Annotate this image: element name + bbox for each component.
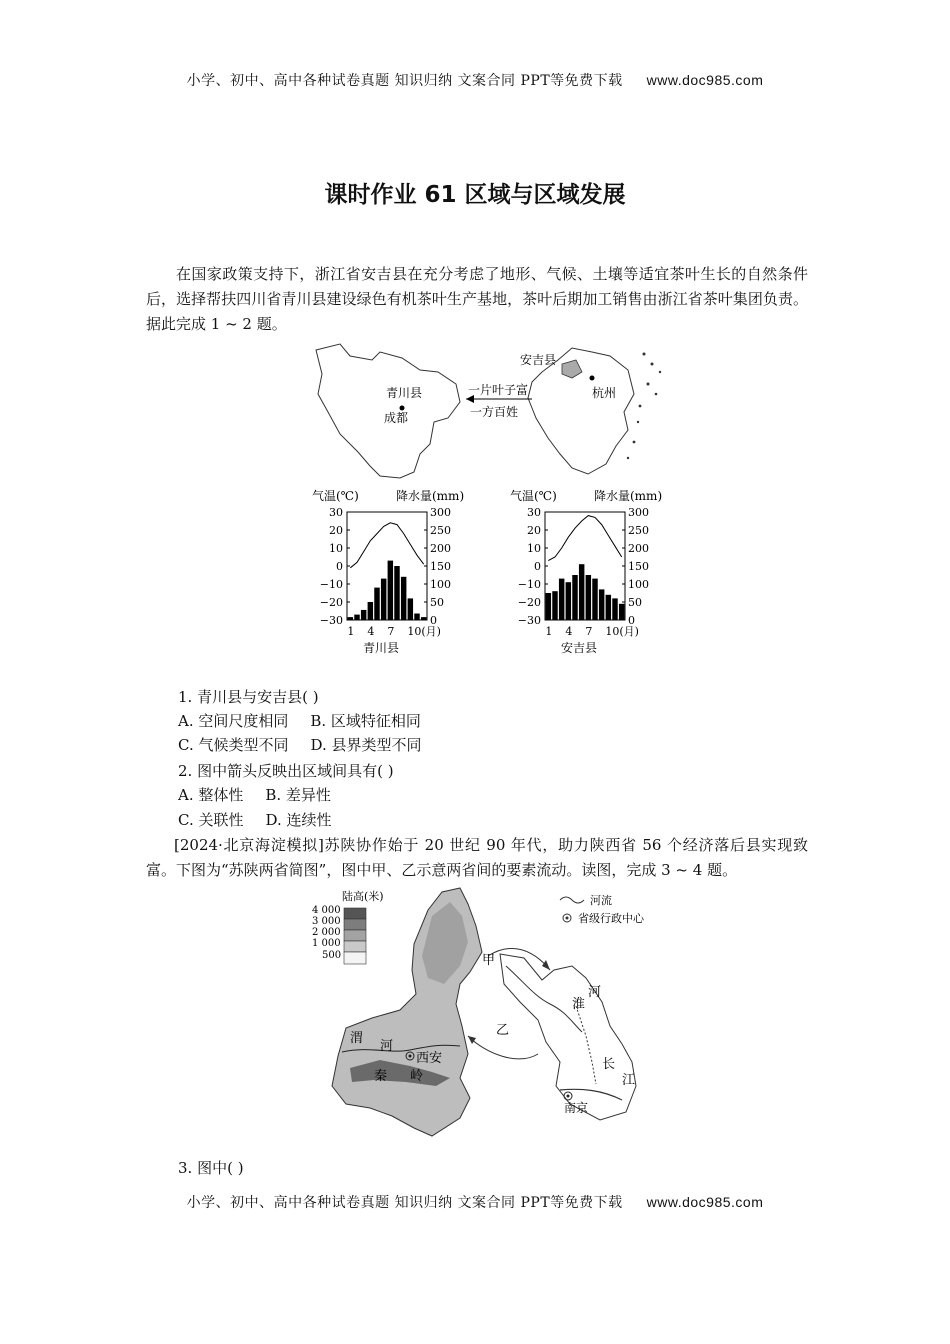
precip-bar <box>361 610 366 620</box>
label-jia: 甲 <box>482 953 496 968</box>
ytick-left: −30 <box>319 614 343 627</box>
precip-bar <box>592 579 597 620</box>
precip-bar <box>612 598 617 620</box>
legend-elev-1000: 1 000 <box>312 938 341 949</box>
precip-bar <box>599 589 604 620</box>
xtick: 7 <box>387 625 395 638</box>
islands <box>627 353 661 460</box>
precip-bar <box>381 579 386 620</box>
map-shaanxi-jiangsu <box>310 886 710 1142</box>
ylabel-right: 降水量(mm) <box>594 489 663 503</box>
symbol-legend <box>560 893 645 925</box>
ytick-right: 0 <box>628 614 635 627</box>
q2-options-cd <box>178 808 354 833</box>
ytick-left: −20 <box>517 596 541 609</box>
xtick: 4 <box>565 625 573 638</box>
ylabel-left: 气温(℃) <box>312 489 359 503</box>
ylabel-left: 气温(℃) <box>510 489 557 503</box>
q1-option-d[interactable]: D. 县界类型不同 <box>310 736 422 754</box>
hangzhou-dot <box>590 376 595 381</box>
precip-bar <box>619 604 624 620</box>
climate-chart-qingchuan <box>310 486 485 661</box>
header-text: 小学、初中、高中各种试卷真题 知识归纳 文案合同 PPT等免费下载 <box>186 73 623 89</box>
precip-bar <box>559 579 564 620</box>
passage-2: [2024·北京海淀模拟]苏陕协作始于 20 世纪 90 年代，助力陕西省 56 个经济落后县实现致富。下图为“苏陕两省简图”，图中甲、乙示意两省间的要素流动。读图，完成 3 ~ 4 题。 <box>146 836 808 879</box>
page-header <box>0 70 950 90</box>
q2-option-c[interactable]: C. 关联性 <box>178 811 244 829</box>
xtick: 10(月) <box>407 625 441 638</box>
ytick-right: 300 <box>628 506 649 519</box>
xtick: 4 <box>367 625 375 638</box>
ytick-left: 10 <box>527 542 541 555</box>
q1-option-c[interactable]: C. 气候类型不同 <box>178 736 289 754</box>
label-xian: 西安 <box>416 1051 443 1066</box>
q1-options-ab <box>178 709 443 734</box>
ytick-left: 20 <box>527 524 541 537</box>
legend-elev-500: 500 <box>322 950 342 961</box>
label-arrow-2: 一方百姓 <box>470 405 519 419</box>
chart-title: 青川县 <box>362 641 400 655</box>
precip-bar <box>348 617 353 620</box>
q1-option-a[interactable]: A. 空间尺度相同 <box>178 712 289 730</box>
legend-title: 陆高(米) <box>342 890 384 903</box>
precip-bar <box>546 593 551 620</box>
label-hangzhou: 杭州 <box>592 386 617 400</box>
yi-arrow <box>468 1036 538 1059</box>
label-yi: 乙 <box>496 1023 510 1038</box>
label-chang: 长 <box>602 1057 616 1072</box>
temp-line <box>548 516 621 561</box>
precip-bar <box>414 614 419 620</box>
page-footer <box>0 1192 950 1212</box>
ytick-right: 200 <box>430 542 451 555</box>
xtick: 7 <box>585 625 593 638</box>
precip-bar <box>566 582 571 620</box>
ytick-left: 10 <box>329 542 343 555</box>
legend-elev-3000: 3 000 <box>312 916 341 927</box>
q1-option-b[interactable]: B. 区域特征相同 <box>310 712 421 730</box>
legend-elev-4000: 4 000 <box>312 905 341 916</box>
ytick-right: 300 <box>430 506 451 519</box>
q2-option-d[interactable]: D. 连续性 <box>265 811 332 829</box>
precip-bar <box>572 575 577 620</box>
ytick-right: 0 <box>430 614 437 627</box>
label-anji: 安吉县 <box>520 353 557 367</box>
xtick: 1 <box>545 625 553 638</box>
ytick-left: 0 <box>534 560 541 573</box>
q2-option-a[interactable]: A. 整体性 <box>178 786 244 804</box>
precip-bar <box>552 591 557 620</box>
q2-stem: 2. 图中箭头反映出区域间具有( ) <box>178 762 394 780</box>
q1-options-cd <box>178 733 444 758</box>
ytick-left: 20 <box>329 524 343 537</box>
ytick-left: 30 <box>329 506 343 519</box>
river-symbol-icon <box>560 897 584 903</box>
footer-site: www.doc985.com <box>646 1194 764 1210</box>
q3-stem: 3. 图中( ) <box>178 1159 244 1177</box>
ytick-left: −20 <box>319 596 343 609</box>
label-he2: 河 <box>588 985 602 1000</box>
legend-capital: 省级行政中心 <box>578 912 644 925</box>
label-qingchuan: 青川县 <box>386 386 423 400</box>
ytick-right: 150 <box>430 560 451 573</box>
label-chengdu: 成都 <box>384 411 409 425</box>
label-ling: 岭 <box>410 1069 424 1084</box>
chart-title: 安吉县 <box>560 641 598 655</box>
precip-bar <box>401 577 406 620</box>
precip-bar <box>388 561 393 620</box>
ytick-left: −10 <box>319 578 343 591</box>
plot-frame <box>347 512 427 620</box>
label-qin: 秦 <box>374 1069 388 1084</box>
label-huai: 淮 <box>572 997 586 1012</box>
ylabel-right: 降水量(mm) <box>396 489 465 503</box>
legend-elev-2000: 2 000 <box>312 927 341 938</box>
ytick-right: 100 <box>430 578 451 591</box>
precip-bar <box>408 598 413 620</box>
label-nanjing: 南京 <box>564 1101 589 1115</box>
label-wei: 渭 <box>350 1031 364 1046</box>
precip-bar <box>586 575 591 620</box>
precip-bar <box>374 588 379 620</box>
ytick-right: 250 <box>430 524 451 537</box>
label-jiang: 江 <box>622 1073 636 1088</box>
precip-bar <box>579 564 584 620</box>
ytick-right: 50 <box>430 596 444 609</box>
ytick-right: 150 <box>628 560 649 573</box>
climate-chart-anji <box>508 486 683 661</box>
ytick-right: 250 <box>628 524 649 537</box>
label-he: 河 <box>380 1039 394 1054</box>
ytick-left: −10 <box>517 578 541 591</box>
page-title: 课时作业 61 区域与区域发展 <box>324 182 626 208</box>
ytick-left: 30 <box>527 506 541 519</box>
passage-1: 在国家政策支持下，浙江省安吉县在充分考虑了地形、气候、土壤等适宜茶叶生长的自然条件后，选择帮扶四川省青川县建设绿色有机茶叶生产基地，茶叶后期加工销售由浙江省茶叶集团负责。据此完成 1 ~ 2 题。 <box>146 265 808 333</box>
elevation-legend <box>312 889 384 964</box>
ytick-left: 0 <box>336 560 343 573</box>
legend-river: 河流 <box>590 894 612 907</box>
precip-bar <box>394 566 399 620</box>
ytick-right: 50 <box>628 596 642 609</box>
label-arrow-1: 一片叶子富 <box>468 383 529 397</box>
ytick-left: −30 <box>517 614 541 627</box>
xtick: 10(月) <box>605 625 639 638</box>
temp-line <box>350 523 423 568</box>
xtick: 1 <box>347 625 355 638</box>
precip-bar <box>421 617 426 620</box>
q2-options-ab <box>178 783 353 808</box>
ytick-right: 200 <box>628 542 649 555</box>
map-sichuan-zhejiang <box>310 342 675 484</box>
q2-option-b[interactable]: B. 差异性 <box>265 786 331 804</box>
precip-bar <box>606 595 611 620</box>
ytick-right: 100 <box>628 578 649 591</box>
precip-bar <box>354 615 359 620</box>
precip-bar <box>368 602 373 620</box>
q1-stem: 1. 青川县与安吉县( ) <box>178 688 319 706</box>
chengdu-dot <box>400 406 405 411</box>
footer-text: 小学、初中、高中各种试卷真题 知识归纳 文案合同 PPT等免费下载 <box>186 1195 623 1211</box>
header-site: www.doc985.com <box>646 72 764 88</box>
